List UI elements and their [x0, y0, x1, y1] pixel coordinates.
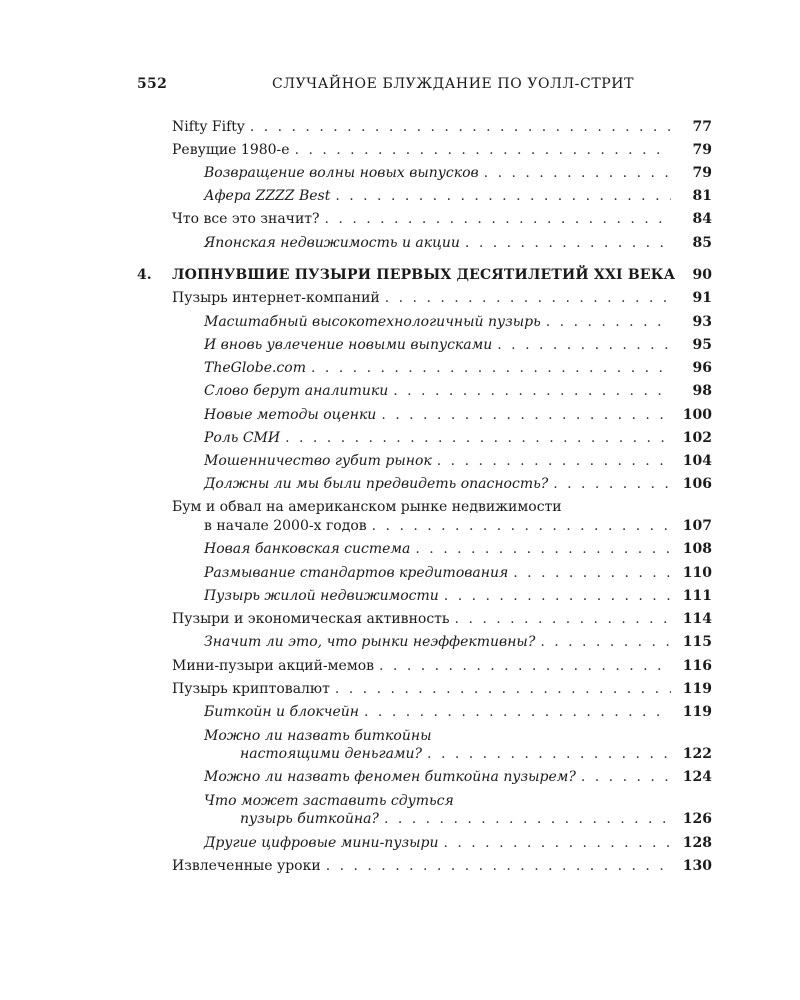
chapter-title: ЛОПНУВШИЕ ПУЗЫРИ ПЕРВЫХ ДЕСЯТИЛЕТИЙ XXI ВЕКА: [172, 267, 676, 283]
toc-entry-title: Извлеченные уроки: [172, 858, 321, 874]
toc-subentry: [0, 428, 800, 452]
toc-entry-title: Nifty Fifty: [172, 119, 245, 135]
leader-dots: [581, 767, 671, 787]
toc-entry: [0, 656, 800, 680]
toc-subentry: [0, 451, 800, 475]
leader-dots: [311, 358, 671, 378]
toc-page-number: 110: [682, 565, 712, 581]
toc-page-number: 111: [682, 588, 712, 604]
toc-subentry: [0, 767, 800, 791]
leader-dots: [393, 381, 671, 401]
leader-dots: [497, 335, 671, 355]
leader-dots: [379, 656, 671, 676]
toc-subentry: [0, 335, 800, 359]
toc-page-number: 106: [682, 476, 712, 492]
toc-chapter: [0, 265, 800, 289]
page-number: 552: [137, 76, 168, 92]
toc-page-number: 122: [682, 746, 712, 762]
leader-dots: [540, 632, 671, 652]
toc-page-number: 79: [692, 142, 712, 158]
toc-entry-title: Должны ли мы были предвидеть опасность?: [204, 476, 549, 492]
toc-subentry: [0, 312, 800, 336]
toc-subentry: [0, 381, 800, 405]
leader-dots: [484, 163, 671, 183]
toc-page-number: 100: [682, 407, 712, 423]
leader-dots: [385, 288, 671, 308]
toc-page-number: 81: [692, 188, 712, 204]
toc-page-number: 119: [682, 704, 712, 720]
toc-entry-title: И вновь увлечение новыми выпусками: [204, 337, 493, 353]
toc-entry-title: Что все это значит?: [172, 211, 320, 227]
toc-page-number: 104: [682, 453, 712, 469]
toc-entry-title: Размывание стандартов кредитования: [204, 565, 509, 581]
leader-dots: [335, 186, 671, 206]
toc-subentry: [0, 563, 800, 587]
leader-dots: [335, 679, 671, 699]
toc-entry-title-line1: Бум и обвал на американском рынке недвижимости: [172, 499, 562, 515]
toc-entry-title-line2: пузырь биткойна?: [240, 811, 379, 827]
leader-dots: [465, 233, 671, 253]
toc-subentry: [0, 233, 800, 257]
toc-entry-title: Роль СМИ: [204, 430, 281, 446]
toc-entry: [0, 209, 800, 233]
toc-entry-title: Пузыри и экономическая активность: [172, 611, 450, 627]
toc-page-number: 116: [682, 658, 712, 674]
toc-page-number: 126: [682, 811, 712, 827]
toc-entry: [0, 679, 800, 703]
toc-page-number: 96: [692, 360, 712, 376]
toc-subentry-line2: [0, 744, 800, 768]
leader-dots: [381, 405, 671, 425]
toc-subentry: [0, 405, 800, 429]
toc-entry-title: Пузырь интернет-компаний: [172, 290, 380, 306]
leader-dots: [427, 744, 671, 764]
chapter-number: 4.: [137, 267, 152, 283]
toc-subentry: [0, 702, 800, 726]
toc-entry-title: Биткойн и блокчейн: [204, 704, 360, 720]
leader-dots: [364, 702, 671, 722]
leader-dots: [437, 451, 671, 471]
leader-dots: [455, 609, 671, 629]
leader-dots: [384, 809, 671, 829]
toc-page-number: 107: [682, 518, 712, 534]
toc-page-number: 102: [682, 430, 712, 446]
toc-entry-title: Можно ли назвать феномен биткойна пузырем?: [204, 769, 576, 785]
toc-entry-title: Ревущие 1980-е: [172, 142, 290, 158]
toc-entry: [0, 609, 800, 633]
toc-page-number: 124: [682, 769, 712, 785]
toc-page-number: 128: [682, 835, 712, 851]
toc-subentry-line2: [0, 809, 800, 833]
running-title: СЛУЧАЙНОЕ БЛУЖДАНИЕ ПО УОЛЛ-СТРИТ: [272, 76, 635, 92]
leader-dots: [285, 428, 671, 448]
leader-dots: [372, 516, 671, 536]
toc-subentry: [0, 833, 800, 857]
toc-subentry: [0, 632, 800, 656]
toc-page-number: 115: [682, 634, 712, 650]
toc-page-number: 130: [682, 858, 712, 874]
toc-entry-title: Пузырь криптовалют: [172, 681, 330, 697]
toc-entry-line2: [0, 516, 800, 540]
leader-dots: [326, 856, 671, 876]
toc-page-number: 84: [692, 211, 712, 227]
toc-page-number: 91: [692, 290, 712, 306]
toc-entry: [0, 856, 800, 880]
toc-entry-title: Значит ли это, что рынки неэффективны?: [204, 634, 536, 650]
leader-dots: [546, 312, 671, 332]
toc-subentry: [0, 586, 800, 610]
toc-entry: [0, 288, 800, 312]
leader-dots: [415, 539, 671, 559]
toc-page-number: 85: [692, 235, 712, 251]
toc-entry-title: Мини-пузыри акций-мемов: [172, 658, 375, 674]
toc-page-number: 119: [682, 681, 712, 697]
toc-entry: [0, 117, 800, 141]
leader-dots: [513, 563, 671, 583]
leader-dots: [444, 586, 671, 606]
toc-page-number: 95: [692, 337, 712, 353]
toc-entry-title: Слово берут аналитики: [204, 383, 389, 399]
toc-entry-title: Афера ZZZZ Best: [204, 188, 331, 204]
toc-entry-title: Пузырь жилой недвижимости: [204, 588, 439, 604]
leader-dots: [250, 117, 671, 137]
toc-entry-title: Возвращение волны новых выпусков: [204, 165, 479, 181]
toc-entry-title-line2: в начале 2000-х годов: [204, 518, 367, 534]
toc-entry-title-line1: Что может заставить сдуться: [204, 793, 454, 809]
toc-page-number: 114: [682, 611, 712, 627]
toc-entry-title-line2: настоящими деньгами?: [240, 746, 423, 762]
leader-dots: [325, 209, 671, 229]
toc-page-number: 93: [692, 314, 712, 330]
toc-entry-title-line1: Можно ли назвать биткойны: [204, 728, 432, 744]
toc-page-number: 98: [692, 383, 712, 399]
leader-dots: [295, 140, 671, 160]
toc-page-number: 79: [692, 165, 712, 181]
toc-entry: [0, 140, 800, 164]
toc-subentry: [0, 539, 800, 563]
toc-page-number: 90: [692, 267, 712, 283]
toc-entry-title: Масштабный высокотехнологичный пузырь: [204, 314, 541, 330]
toc-page-number: 108: [682, 541, 712, 557]
toc-entry-title: Новые методы оценки: [204, 407, 377, 423]
toc-page-number: 77: [692, 119, 712, 135]
toc-subentry: [0, 474, 800, 498]
toc-subentry: [0, 358, 800, 382]
toc-entry-title: Новая банковская система: [204, 541, 411, 557]
leader-dots: [553, 474, 671, 494]
toc-subentry: [0, 163, 800, 187]
leader-dots: [443, 833, 671, 853]
toc-entry-title: Японская недвижимость и акции: [204, 235, 460, 251]
toc-entry-title: Другие цифровые мини-пузыри: [204, 835, 439, 851]
toc-subentry: [0, 186, 800, 210]
toc-entry-title: Мошенничество губит рынок: [204, 453, 432, 469]
toc-entry-title: TheGlobe.com: [204, 360, 306, 376]
